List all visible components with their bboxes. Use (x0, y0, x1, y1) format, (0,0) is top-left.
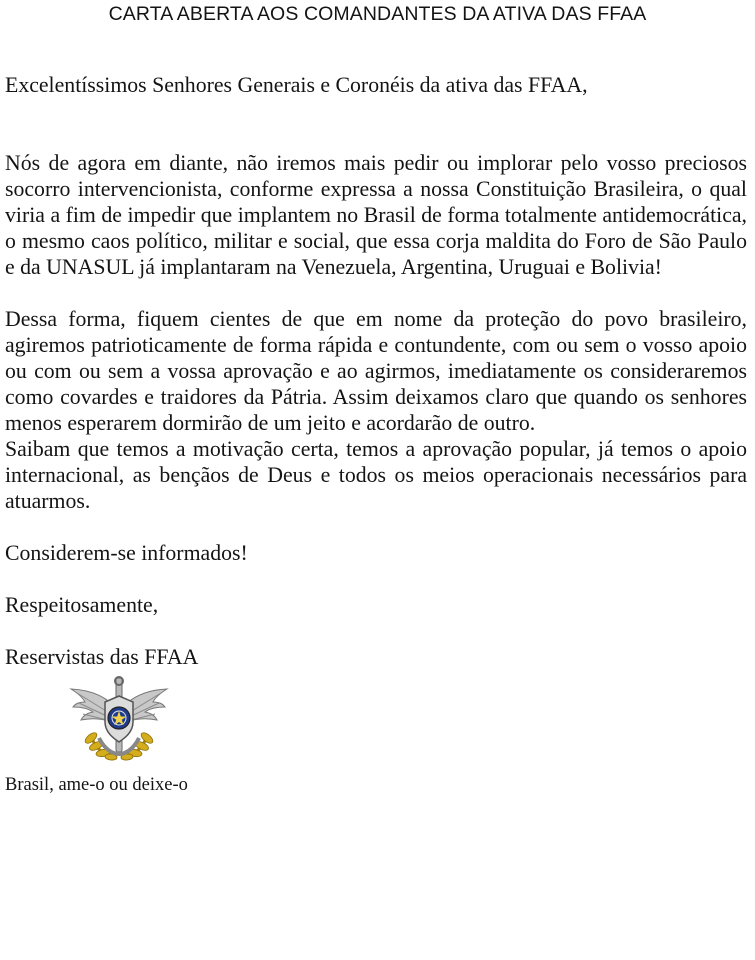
paragraph-1: Nós de agora em diante, não iremos mais pedir ou implorar pelo vosso preciosos socorro intervencionista, conforme expressa a nossa Constituição Brasileira, o qual viria a fim de impedir que implantem no Brasil de forma totalmente antidemocrática, o mesmo caos político, militar e social, que essa corja maldita do Foro de São Paulo e da UNASUL já implantaram na Venezuela, Argentina, Uruguai e Bolivia! (5, 151, 747, 279)
motto: Brasil, ame-o ou deixe-o (5, 775, 188, 795)
salutation: Respeitosamente, (5, 593, 159, 617)
paragraph-3: Saibam que temos a motivação certa, temos a aprovação popular, já temos o apoio internacional, as bençãos de Deus e todos os meios operacionais necessários para atuarmos. (5, 437, 747, 513)
paragraph-2: Dessa forma, fiquem cientes de que em nome da proteção do povo brasileiro, agiremos patrioticamente de forma rápida e contundente, com ou sem o vosso apoio ou com ou sem a vossa aprovação e ao agirmos, imediatamente os consideraremos como covardes e traidores da Pátria. Assim deixamos claro que quando os senhores menos esperarem dormirão de um jeito e acordarão de outro. (5, 307, 747, 435)
signature: Reservistas das FFAA (5, 645, 199, 669)
letter-title: CARTA ABERTA AOS COMANDANTES DA ATIVA DAS FFAA (108, 3, 647, 25)
closing-notice: Considerem-se informados! (5, 541, 248, 565)
greeting: Excelentíssimos Senhores Generais e Coronéis da ativa das FFAA, (5, 73, 588, 97)
military-reservists-emblem-icon (67, 676, 171, 764)
letter-body (5, 72, 747, 798)
